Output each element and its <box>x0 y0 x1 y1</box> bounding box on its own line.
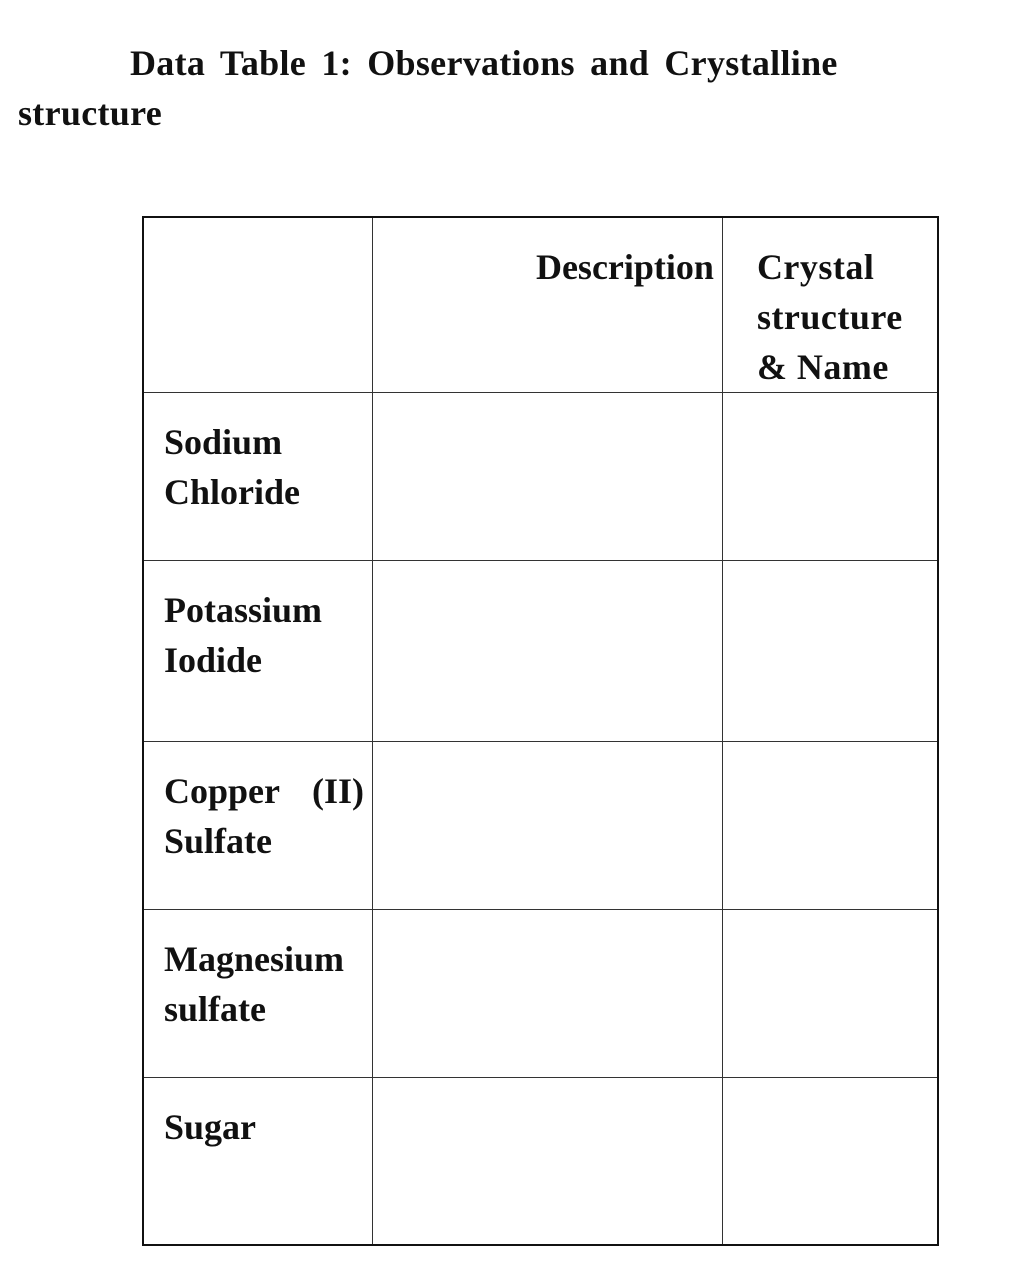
row-label: Sugar <box>164 1107 257 1147</box>
row-label-cell <box>143 1078 373 1245</box>
table-header-row <box>143 217 938 393</box>
description-cell[interactable] <box>373 742 723 910</box>
row-label-cell <box>143 393 373 561</box>
row-label-cell <box>143 742 373 910</box>
row-label: Sodium Chloride <box>164 422 301 512</box>
row-label-cell <box>143 910 373 1078</box>
table-row <box>143 561 938 742</box>
header-cell-description: Description <box>373 217 723 393</box>
row-label: Copper (II) Sulfate <box>164 771 364 861</box>
table-row <box>143 1078 938 1245</box>
crystal-cell[interactable] <box>722 742 938 910</box>
description-cell[interactable] <box>373 393 723 561</box>
data-table <box>142 216 939 1246</box>
table-row <box>143 393 938 561</box>
crystal-cell[interactable] <box>722 910 938 1078</box>
description-cell[interactable] <box>373 561 723 742</box>
row-label: Potassium Iodide <box>164 590 323 680</box>
page-title: Data Table 1: Observations and Crystalline structure <box>18 43 838 133</box>
table-row <box>143 910 938 1078</box>
header-cell-blank <box>143 217 373 393</box>
crystal-cell[interactable] <box>722 1078 938 1245</box>
crystal-cell[interactable] <box>722 561 938 742</box>
row-label: Magnesium sulfate <box>164 939 344 1029</box>
crystal-cell[interactable] <box>722 393 938 561</box>
description-cell[interactable] <box>373 910 723 1078</box>
description-cell[interactable] <box>373 1078 723 1245</box>
row-label-cell <box>143 561 373 742</box>
table-row <box>143 742 938 910</box>
header-cell-crystal-structure: Crystal structure & Name <box>722 217 938 393</box>
